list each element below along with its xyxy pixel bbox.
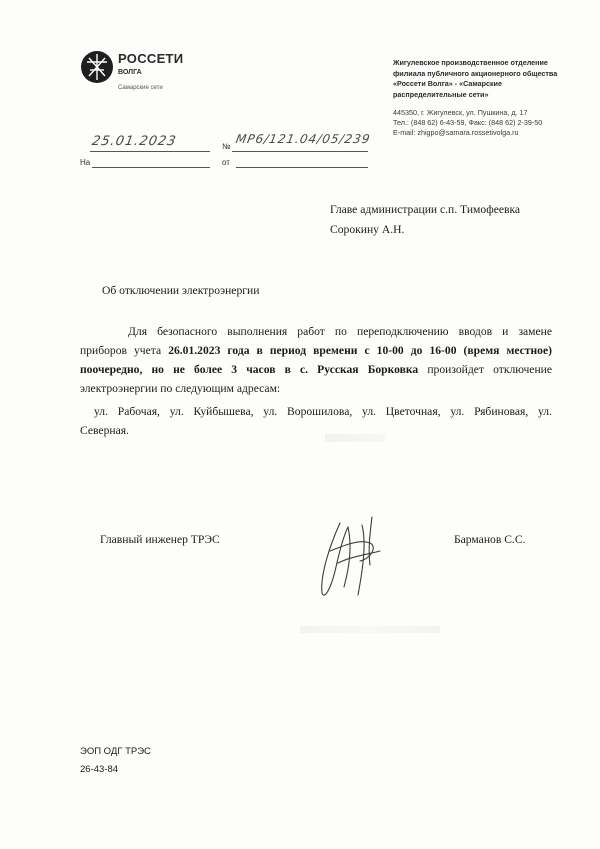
executor-department: ЭОП ОДГ ТРЭС — [80, 746, 151, 757]
contact-phone: Тел.: (848 62) 6-43-59, Факс: (848 62) 2-39-50 — [393, 118, 543, 127]
ot-underline — [236, 167, 368, 168]
contact-address: 445350, г. Жигулевск, ул. Пушкина, д. 17 — [393, 108, 528, 117]
signatory-name: Барманов С.С. — [454, 533, 526, 546]
body-line: электроэнергии по следующим адресам: — [80, 382, 281, 395]
number-label: № — [222, 142, 231, 151]
logo-city: Самарские сети — [118, 85, 163, 91]
org-line: филиала публичного акционерного общества — [393, 68, 558, 78]
body-line — [80, 341, 552, 360]
letter-subject: Об отключении электроэнергии — [102, 284, 260, 297]
body-text: приборов учета — [80, 344, 169, 357]
handwritten-date: 25.01.2023 — [90, 134, 178, 149]
org-line: распределительные сети» — [393, 89, 489, 99]
body-line — [80, 360, 552, 379]
letter-body — [80, 322, 552, 440]
body-text: произойдет отключение — [418, 363, 552, 376]
org-line: Жигулевское производственное отделение — [393, 58, 548, 67]
ot-label: от — [222, 158, 230, 167]
bleed-through-mark — [325, 434, 385, 442]
addressee-line-2: Сорокину А.Н. — [330, 223, 405, 236]
organization-contacts — [393, 108, 573, 138]
contact-email: E-mail: zhigpo@samara.rossetivolga.ru — [393, 128, 519, 137]
addressee-line-1: Главе администрации с.п. Тимофеевка — [330, 203, 521, 216]
org-line: «Россети Волга» - «Самарские — [393, 79, 502, 88]
na-underline — [92, 167, 210, 168]
na-label: На — [80, 158, 91, 167]
outage-duration-location: поочередно, но не более 3 часов в с. Русская Борковка — [80, 363, 419, 376]
organization-name — [393, 58, 568, 100]
outage-datetime: 26.01.2023 года в период времени с 10-00 до 16-00 (время местное) — [168, 344, 552, 357]
bleed-through-mark — [300, 626, 440, 633]
rosseti-logo-icon — [80, 50, 114, 84]
signatory-position: Главный инженер ТРЭС — [100, 533, 220, 546]
executor-phone: 26-43-84 — [80, 764, 119, 775]
logo-name: РОССЕТИ — [118, 51, 184, 66]
streets-line: ул. Рабочая, ул. Куйбышева, ул. Ворошилова, ул. Цветочная, ул. Рябиновая, ул. — [94, 405, 552, 418]
handwritten-signature — [300, 505, 410, 605]
number-underline — [232, 151, 368, 152]
logo-subtitle: ВОЛГА — [118, 69, 142, 76]
date-underline — [90, 151, 210, 152]
body-line: Для безопасного выполнения работ по переподключению вводов и замене — [128, 325, 552, 338]
streets-line: Северная. — [80, 424, 129, 437]
handwritten-number: МР6/121.04/05/239 — [234, 132, 372, 146]
